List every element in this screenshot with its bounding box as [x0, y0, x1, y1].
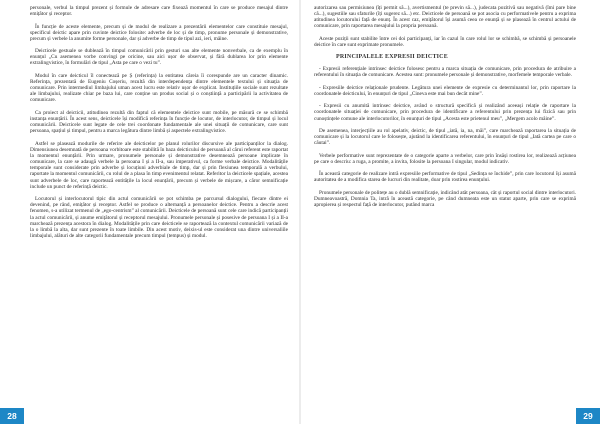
paragraph: Verbele performative sunt reprezentate de o categorie aparte a verbelor, care prin însăși rostirea lor, realizează acțiunea pe care o descriu: a ruga, a promite, a invita, folosite la persoana I singular, modul indicativ. [314, 152, 576, 165]
paragraph: Aceste poziții sunt stabilite între cei doi participanți, iar în cazul în care rolul lor se schimbă, se schimbă și persoanele deictice în care sunt exprimate pronumele. [314, 35, 576, 48]
paragraph: În această categorie de realizare intră expresiile performative de tipul „Sedința se închide”, prin care locutorul își asumă autoritatea de a modifica starea de lucruri din realitate, doar prin rostirea enunțului. [314, 171, 576, 184]
paragraph: Modul în care deicticul îl conectează pe Ș (referința) la entitatea căreia îi corespunde are un caracter dinamic. Referința, prezentată de Eugeniu Coșeriu, rezultă din interdependența dintre elementele textului și situația de comunicare. Prin intermediul limbajului uman acest lucru este relativ ușor de explicat. Instituțiile sociale sunt rezultate ale limbajului, realizate chiar pe baza lui, care conține un produs social și o conștiință a participării la activitatea de comunicare. [30, 72, 288, 104]
right-text-column [314, 5, 576, 214]
paragraph: Ca proiect al deicticii, atitudinea rezultă din faptul că elementele deictice sunt mobile, pe măsură ce se schimbă instanța enunțării. În acest sens, deicticele își modifică referința în funcție de locutor, de interlocutor, de timpul și locul comunicării. Deicticele sunt legate de cele trei coordonate fundamentale ale unei situații de comunicare, care sunt persoana, spațiul și timpul, pentru a marca legătura dintre limbă și aspectele extralingvistice. [30, 109, 288, 135]
paragraph: personale, verbul la timpul prezent și formule de adresare care fixează momentul în care se produce mesajul dintre emițător și receptor. [30, 5, 288, 18]
right-page [300, 0, 600, 424]
paragraph: Deicticele gestuale se dublează în timpul comunicării prin gesturi sau alte elemente nonverbale, ca de exemplu în enunțul „Cu asemenea vorbe convingi pe oricine, sau aici ușor de observat, și fără dublarea lor prin elemente extralingvistice, în formulări de tipul „Asta pe care o vezi tu”. [30, 48, 288, 67]
page-number-right: 29 [576, 408, 600, 424]
list-item: - Expresiile deictice relaționale prudente. Legătura unei elemente de expresie cu determinantul lor, prin raportare la coordonatele deicticului, în enunțuri de tipul „Cineva este mai bun decât mine”. [314, 84, 576, 97]
paragraph: Locutorul și interlocutorul tipic din actul comunicării se pot schimba pe parcursul dialogului, fiecare dintre ei devenind, pe rând, emițător și receptor. Astfel se produce o alternanță a persoanelor deictice. Pentru a descrie acest fenomen, s-a utilizat termenul de „ego-centrism” al comunicării. Deicticele de persoană sunt cele care indică participanții la actul comunicării, și anume emițătorul și receptorul mesajului. Pronumele personale și posesive de persoana I și a II-a marchează prezența acestora în dialog. Modalitățile prin care deicticele se raportează la contextul comunicării variază de la o limbă la alta, dar sunt prezente în toate limbile. Din acest motiv, deixis-ul este considerat una dintre universaliile limbajului, alături de alte categorii fundamentale precum timpul (tempus) și modul. [30, 196, 288, 239]
left-text-column [30, 5, 288, 245]
paragraph: Astfel se plasează modurile de referire ale deicticelor pe planul rolurilor discursive ale participanților la dialog. Dimensiunea desemnată de persoana vorbitoare este stabilită în baza deicticului de persoană al cărui referent este raportat la momentul enunțării. Prin urmare, pronumele personale și demonstrative desemnează persoane implicate în comunicare, la care se adaugă verbele la persoana I și a II-a, sau imperativul, ca forme verbale deictice. Modalitățile temporale sunt considerate prin adverbe și locuțiuni adverbiale de timp, dar și prin flexiunea temporală a verbului, raportate la momentul comunicării, cu rolul de a plasa în timp evenimentul relatat. Referitor la deicticele spațiale, acestea sunt adverbele de loc, care raportează entitățile la locul enunțării, precum și verbele de mișcare, a căror semnificație include un punct de referință deictic. [30, 140, 288, 190]
list-item: - Expresii referențiale intrinsec deictice folosesc pentru a marca situația de comunicare, prin procedura de atribuire a referentului în situația de comunicare. Acestea sunt: pronumele personale și demonstrative, morfemele temporale verbale. [314, 66, 576, 79]
list-item: - Expresii cu anumită intrinsec deictice, având o structură specifică și realizând aceeași relație de raportare la coordonatele situației de comunicare, prin procedura de identificare a referentului prin prezența lui fizică sau prin cunoștințele comune ale interlocutorilor, în enunțuri de tipul „Acesta este prietenul meu”, „Mergem acolo mâine”. [314, 103, 576, 122]
paragraph: autorizarea sau permisiunea (îți permit să...), avertismentul (te previn să...), judecata pozitivă sau negativă (îmi pare bine că...), sugestiile sau sfaturile (îți sugerez să...) etc. Deicticele de persoană se pot asocia cu performativele pentru a exprima atitudinea locutorului față de enunț. În acest caz, emițătorul își asumă ceea ce enunță și se plasează în centrul actului de comunicare, prin raportarea mesajului la propria persoană. [314, 5, 576, 30]
paragraph: În funcție de aceste elemente, precum și de modul de realizare a prezentării elementelor care constituie mesajul, specificul deictic apare prin cuvinte deictice folosite: adverbe de loc și de timp, pronume personale și demonstrative, precum și verbele la anumite forme personale, dar și adverbe de timp de tipul azi, ieri, mâine. [30, 23, 288, 42]
paragraph: De asemenea, interjecțiile au rol apelativ, deictic, de tipul „iată, ia, na, măi”, care marchează raportarea la situația de comunicare și la locutorul care le folosește, ajutând la identificarea referentului, în enunțuri de tipul „Iată cartea pe care o căutai”. [314, 127, 576, 147]
page-number-left: 28 [0, 408, 24, 424]
section-heading: PRINCIPALELE EXPRESII DEICTICE [336, 54, 448, 61]
paragraph: Pronumele personale de politețe au o dublă semnificație, indicând atât persoana, cât și raportul social dintre interlocutori. Dumneavoastră, Domnia Ta, intră în această categorie, pe când dumneata este un statut aparte, prin care se exprimă apropierea și respectul față de interlocutor, putând marca [314, 189, 576, 208]
